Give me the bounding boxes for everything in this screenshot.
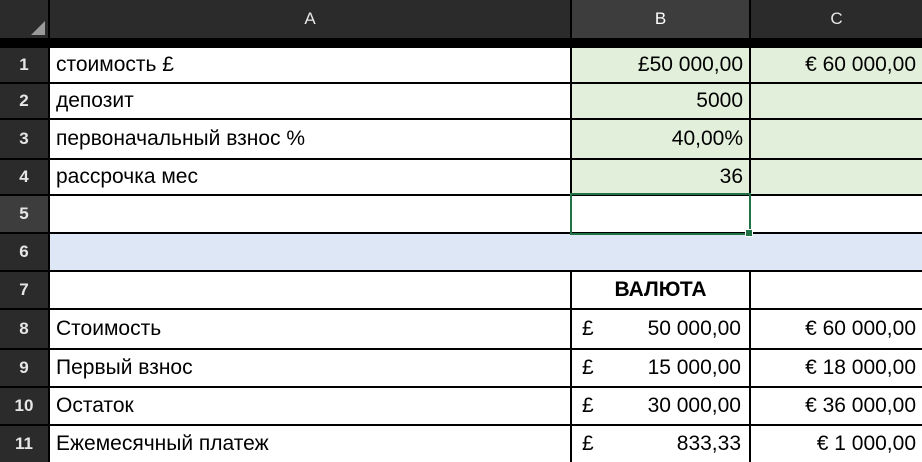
cell-c1[interactable]: € 60 000,00 (751, 48, 922, 82)
currency-symbol: £ (582, 317, 594, 340)
amount-value: 30 000,00 (647, 394, 741, 417)
column-header-a[interactable]: A (50, 0, 570, 38)
row-header-1[interactable]: 1 (0, 48, 48, 82)
fill-handle[interactable] (745, 229, 753, 237)
cell-b3[interactable]: 40,00% (572, 120, 749, 158)
row-header-6[interactable]: 6 (0, 234, 48, 270)
row-header-9[interactable]: 9 (0, 350, 48, 386)
row-header-8[interactable]: 8 (0, 310, 48, 348)
cell-a11[interactable]: Ежемесячный платеж (50, 426, 570, 462)
cell-a10[interactable]: Остаток (50, 388, 570, 424)
row-header-5[interactable]: 5 (0, 196, 48, 232)
cell-b9[interactable] (572, 350, 749, 386)
amount-value: 50 000,00 (647, 317, 741, 340)
cell-b2[interactable]: 5000 (572, 84, 749, 118)
cell-b4[interactable]: 36 (572, 160, 749, 194)
row-header-7[interactable]: 7 (0, 272, 48, 308)
column-header-c[interactable]: C (751, 0, 922, 38)
amount-value: 15 000,00 (647, 356, 741, 379)
column-header-b[interactable]: B (572, 0, 749, 38)
active-cell-selection[interactable] (570, 193, 751, 235)
cell-c10[interactable]: € 36 000,00 (751, 388, 922, 424)
cell-b7[interactable]: ВАЛЮТА (572, 272, 749, 308)
cell-b10[interactable] (572, 388, 749, 424)
currency-symbol: £ (582, 432, 594, 455)
cell-c7[interactable] (751, 272, 922, 308)
cell-b11[interactable] (572, 426, 749, 462)
cell-a4[interactable]: рассрочка мес (50, 160, 570, 194)
row-header-3[interactable]: 3 (0, 120, 48, 158)
cell-a8[interactable]: Стоимость (50, 310, 570, 348)
cell-c11[interactable]: € 1 000,00 (751, 426, 922, 462)
row-header-4[interactable]: 4 (0, 160, 48, 194)
cell-a9[interactable]: Первый взнос (50, 350, 570, 386)
cell-a7[interactable] (50, 272, 570, 308)
amount-value: 833,33 (676, 432, 741, 455)
select-all-triangle-icon (31, 21, 45, 35)
cell-c2[interactable] (751, 84, 922, 118)
cell-c3[interactable] (751, 120, 922, 158)
row-header-2[interactable]: 2 (0, 84, 48, 118)
cell-c5[interactable] (751, 196, 922, 232)
currency-symbol: £ (582, 356, 594, 379)
row-header-11[interactable]: 11 (0, 426, 48, 462)
cell-a3[interactable]: первоначальный взнос % (50, 120, 570, 158)
row-header-10[interactable]: 10 (0, 388, 48, 424)
cell-a5[interactable] (50, 196, 570, 232)
currency-symbol: £ (582, 394, 594, 417)
cell-b1[interactable]: £50 000,00 (572, 48, 749, 82)
cell-a2[interactable]: депозит (50, 84, 570, 118)
cell-c9[interactable]: € 18 000,00 (751, 350, 922, 386)
cell-c8[interactable]: € 60 000,00 (751, 310, 922, 348)
cell-b8[interactable] (572, 310, 749, 348)
cell-a1[interactable]: стоимость £ (50, 48, 570, 82)
cell-c4[interactable] (751, 160, 922, 194)
cell-a6[interactable] (50, 234, 922, 270)
